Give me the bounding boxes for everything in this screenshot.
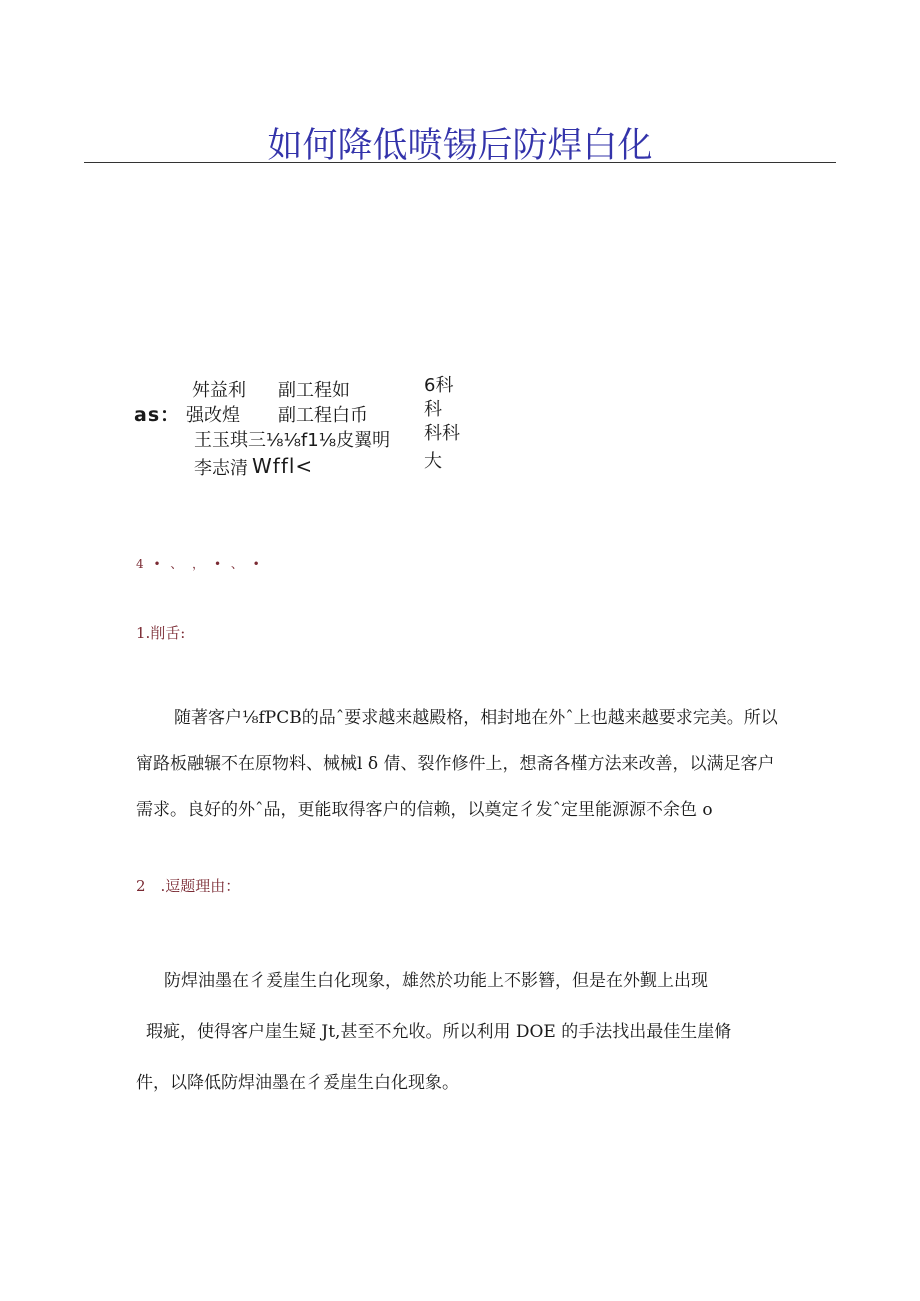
author-role: 副工程白币 [278,405,368,426]
author-side-column [424,374,460,474]
paragraph-line: 随著客户⅛fPCB的品ˆ要求越来越殿格，相封地在外ˆ上也越来越要求完美。所以 [174,708,778,728]
paragraph-line: 件，以降低防焊油墨在彳爰崖生白化现象。 [136,1073,459,1093]
side-text: 6科 [424,375,454,396]
section-paragraph [136,956,731,1109]
paragraph-line: 防焊油墨在彳爰崖生白化现象，雄然於功能上不影簪，但是在外觐上出现 [164,971,708,991]
title-divider [84,162,836,163]
side-text: 科科 [424,423,460,444]
author-name: 舛益利 [192,380,246,401]
author-name: 王玉琪三⅛⅛f1⅛皮翼明 [194,430,391,451]
document-title: 如何降低喷锡后防焊白化 [267,126,653,166]
paragraph-line: 甯路板融辗不在原物料、械械l δ 倩、裂作修件上，想斋各槿方法来改善，以满足客户 [136,754,775,774]
author-role: 副工程如 [278,380,350,401]
author-name: 强改煌 [186,405,240,426]
section-paragraph [136,695,778,833]
authors-label: as： [134,404,181,426]
side-text: 科 [424,399,442,420]
author-role: Wffl< [252,454,314,478]
side-text: 大 [424,451,442,472]
keywords-line: 4 • 、 ， • 、 • [136,557,263,571]
paragraph-line: 需求。良好的外ˆ品，更能取得客户的信赖，以奠定彳发ˆ定里能源源不余色 o [136,800,713,820]
author-name: 李志清 [194,458,248,479]
section-heading: 2 .逗题理由： [136,877,241,895]
paragraph-line: 瑕疵，使得客户崖生疑 Jt,甚至不允收。所以利用 DOE 的手法找出最佳生崖脩 [146,1022,732,1042]
section-heading: 1.削舌: [136,624,186,642]
